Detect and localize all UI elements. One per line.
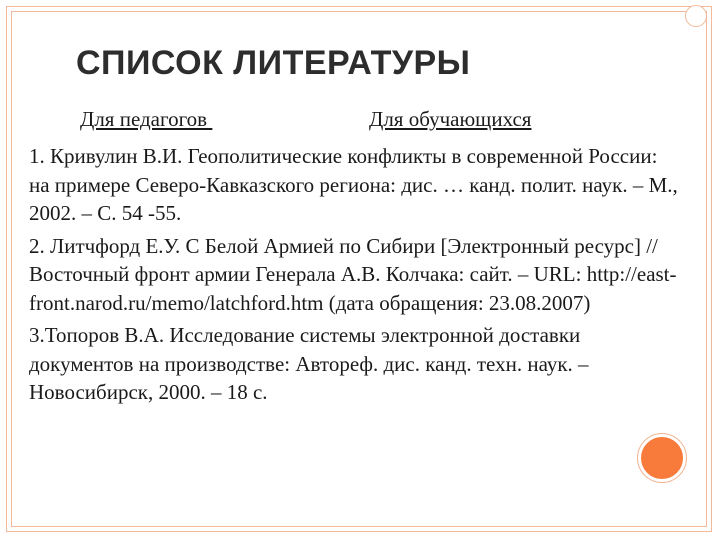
orange-circle-decoration xyxy=(638,434,686,482)
reference-item-3: 3.Топоров В.А. Исследование системы электронной доставки документов на производстве: Автореф. дис. канд. техн. наук. – Новосибирск, 2000. – 18 с. xyxy=(29,323,589,404)
references-list xyxy=(29,142,679,411)
tab-for-teachers[interactable]: Для педагогов xyxy=(80,107,213,131)
page-title: СПИСОК ЛИТЕРАТУРЫ xyxy=(76,44,471,82)
top-corner-circle-decoration xyxy=(685,5,707,27)
reference-item-1: 1. Кривулин В.И. Геополитические конфликты в современной России: на примере Северо-Кавказского региона: дис. … канд. полит. наук. – М., 2002. – С. 54 -55. xyxy=(29,144,678,225)
reference-item-2: 2. Литчфорд Е.У. С Белой Армией по Сибири [Электронный ресурс] // Восточный фронт армии Генерала А.В. Колчака: сайт. – URL: http://east-front.narod.ru/memo/latchford.htm (дата обращения: 23.08.2007) xyxy=(29,233,677,315)
tab-for-students[interactable]: Для обучающихся xyxy=(369,107,532,131)
